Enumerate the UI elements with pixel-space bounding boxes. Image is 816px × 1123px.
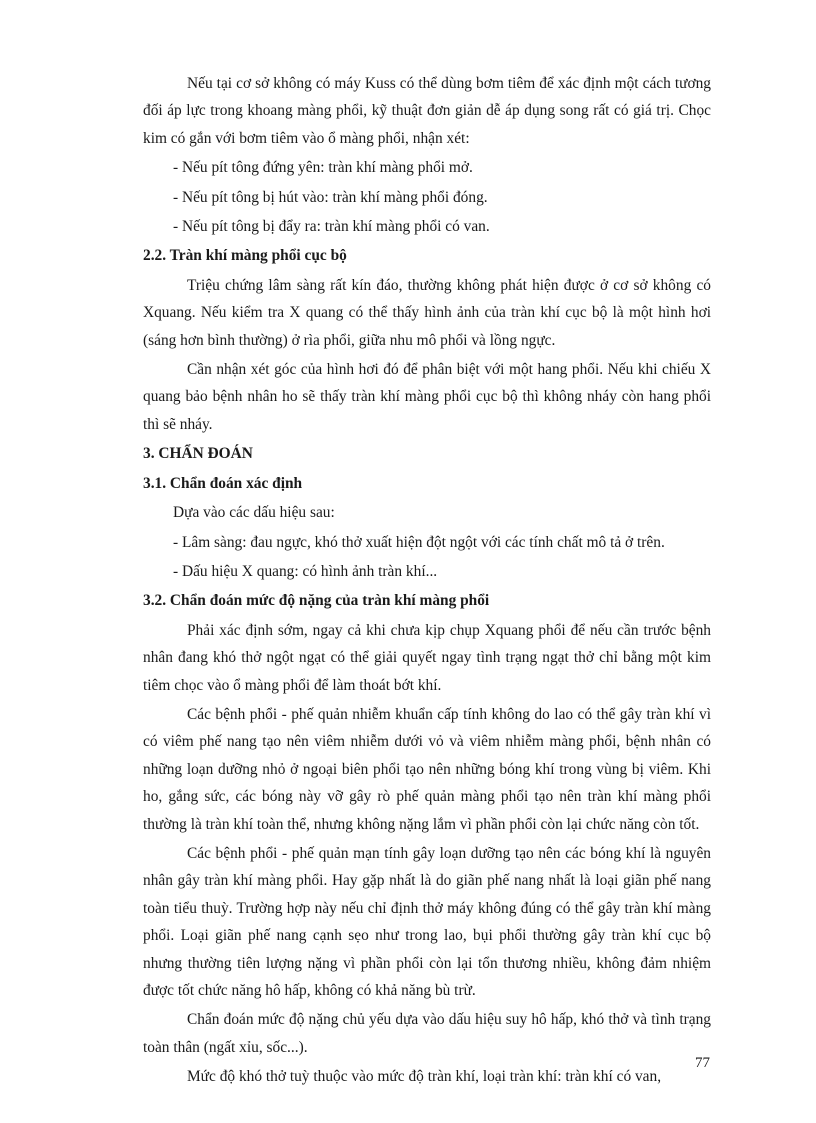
- list-item: - Lâm sàng: đau ngực, khó thở xuất hiện đột ngột với các tính chất mô tả ở trên.: [173, 533, 665, 551]
- bullet-list: [143, 154, 711, 240]
- paragraph: Mức độ khó thở tuỳ thuộc vào mức độ tràn khí, loại tràn khí: tràn khí có van,: [187, 1068, 662, 1086]
- paragraph: Phải xác định sớm, ngay cả khi chưa kịp chụp Xquang phổi để nếu cần trước bệnh nhân đang khó thở ngột ngạt có thể giải quyết ngay tình trạng ngạt thở chỉ bằng một kim tiêm chọc vào ổ màng phổi để làm thoát bớt khí.: [143, 621, 711, 694]
- paragraph: Triệu chứng lâm sàng rất kín đáo, thường không phát hiện được ở cơ sở không có Xquang. Nếu kiểm tra X quang có thể thấy hình ảnh của tràn khí cục bộ là một hình hơi (sáng hơn bình thường) ở rìa phổi, giữa nhu mô phổi và lồng ngực.: [143, 276, 711, 349]
- paragraph: Các bệnh phổi - phế quản nhiễm khuẩn cấp tính không do lao có thể gây tràn khí vì có viêm phế nang tạo nên viêm nhiễm dưới vỏ và viêm nhiễm màng phổi, bệnh nhân có những loạn dưỡng nhỏ ở ngoại biên phổi tạo nên những bóng khí trong vùng bị viêm. Khi ho, gắng sức, các bóng này vỡ gây rò phế quản màng phổi tạo nên tràn khí màng phổi thường là tràn khí toàn thể, nhưng không nặng lắm vì phần phổi còn lại chức năng còn tốt.: [143, 705, 711, 833]
- paragraph: Nếu tại cơ sở không có máy Kuss có thể dùng bơm tiêm để xác định một cách tương đối áp lực trong khoang màng phổi, kỹ thuật đơn giản dễ áp dụng song rất có giá trị. Chọc kim có gắn với bơm tiêm vào ổ màng phổi, nhận xét:: [143, 75, 711, 147]
- paragraph: Chẩn đoán mức độ nặng chủ yếu dựa vào dấu hiệu suy hô hấp, khó thở và tình trạng toàn thân (ngất xỉu, sốc...).: [143, 1011, 711, 1056]
- list-item: - Nếu pít tông bị đẩy ra: tràn khí màng phổi có van.: [173, 218, 490, 236]
- paragraph: Cần nhận xét góc của hình hơi đó để phân biệt với một hang phổi. Nếu khi chiếu X quang bảo bệnh nhân ho sẽ thấy tràn khí màng phổi cục bộ thì không nháy còn hang phổi thì sẽ nháy.: [143, 361, 711, 433]
- paragraph: Các bệnh phổi - phế quản mạn tính gây loạn dưỡng tạo nên các bóng khí là nguyên nhân gây tràn khí màng phổi. Hay gặp nhất là do giãn phế nang nhất là loại giãn phế nang toàn tiểu thuỳ. Trường hợp này nếu chỉ định thở máy không đúng có thể gây tràn khí màng phổi. Loại giãn phế nang cạnh sẹo như trong lao, bụi phổi thường gây tràn khí cục bộ nhưng thường tiên lượng nặng vì phần phổi còn lại tổn thương nhiều, không đảm nhiệm được tốt chức năng hô hấp, không có khả năng bù trừ.: [143, 844, 711, 999]
- section-heading-2-2: 2.2. Tràn khí màng phổi cục bộ: [143, 247, 347, 265]
- section-heading-3-1: 3.1. Chẩn đoán xác định: [143, 474, 303, 492]
- page-number: 77: [695, 1055, 710, 1071]
- section-heading-3: 3. CHẨN ĐOÁN: [143, 445, 253, 463]
- list-item: - Nếu pít tông bị hút vào: tràn khí màng phổi đóng.: [173, 188, 488, 206]
- section-heading-3-2: 3.2. Chẩn đoán mức độ nặng của tràn khí màng phổi: [143, 592, 490, 610]
- list-item: - Nếu pít tông đứng yên: tràn khí màng phổi mở.: [173, 159, 473, 177]
- bullet-list: [143, 499, 711, 585]
- page-body: [143, 70, 711, 1093]
- list-lead: Dựa vào các dấu hiệu sau:: [173, 504, 335, 522]
- list-item: - Dấu hiệu X quang: có hình ảnh tràn khí...: [173, 562, 438, 580]
